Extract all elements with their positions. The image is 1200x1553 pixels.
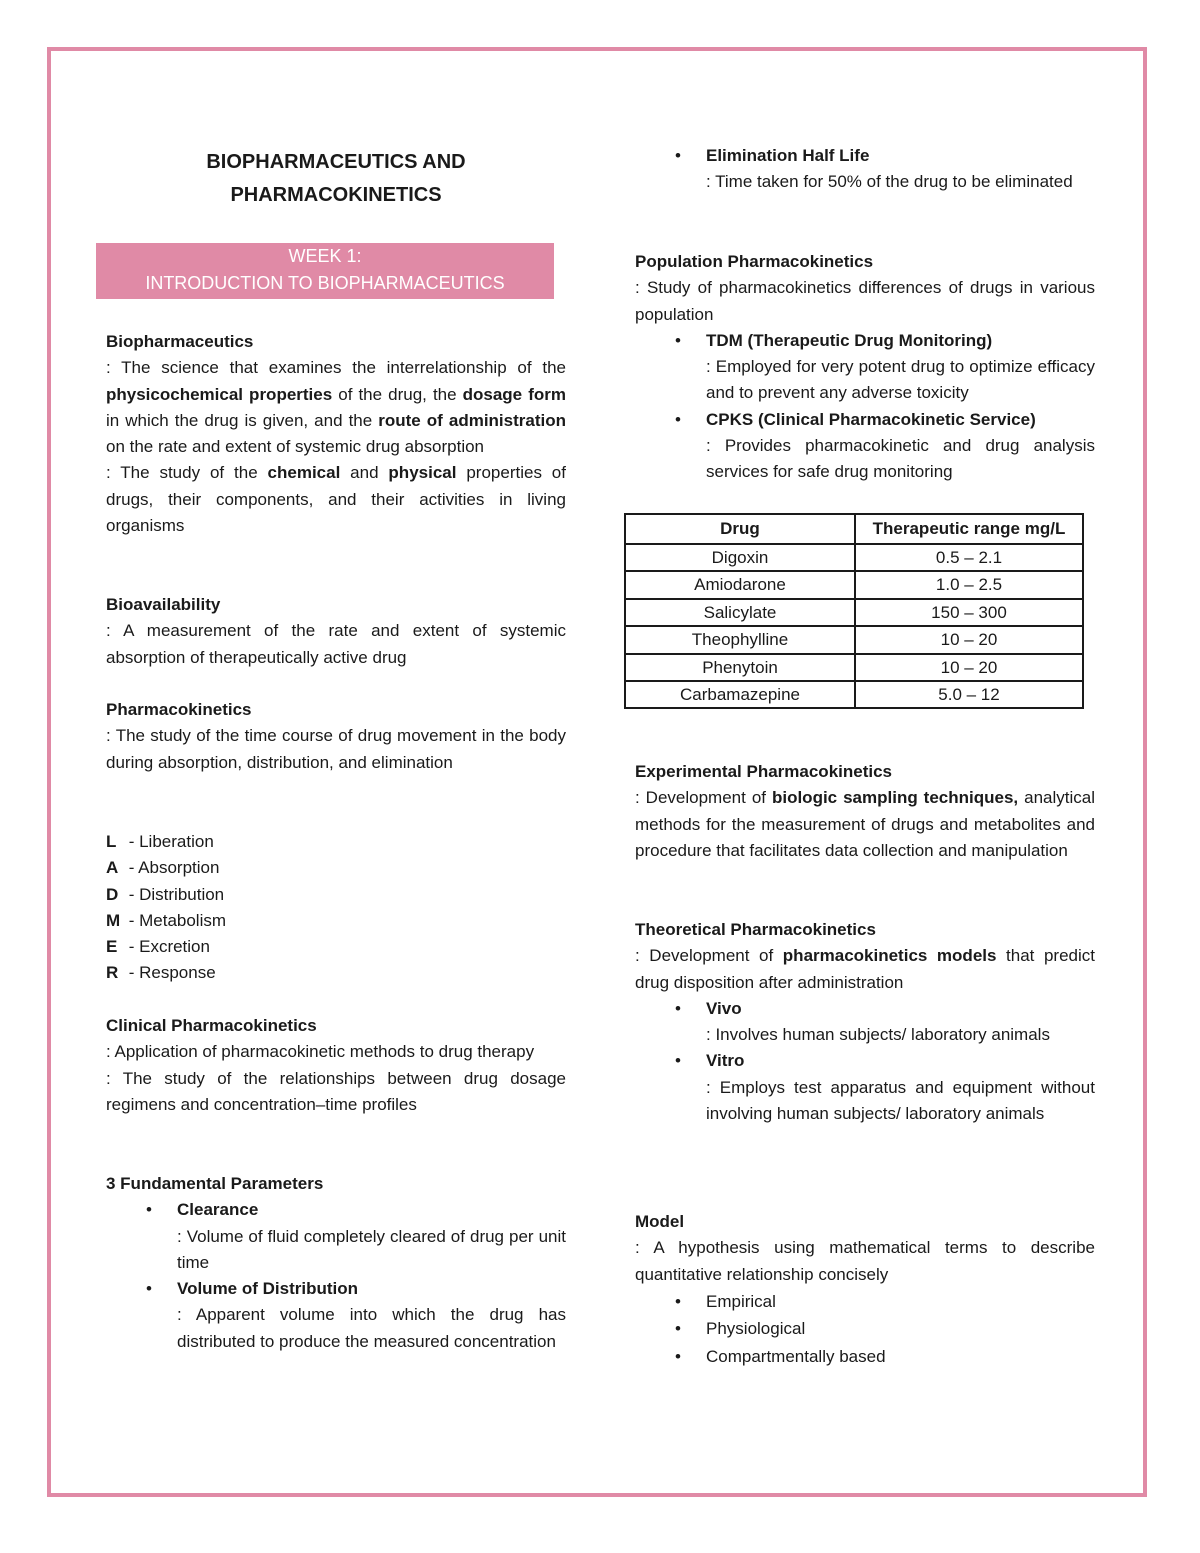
list-item: • Physiological bbox=[635, 1315, 1095, 1343]
list-item: • CPKS (Clinical Pharmacokinetic Service) : Provides pharmacokinetic and drug analysis services for safe drug monitoring bbox=[635, 407, 1095, 486]
table-row bbox=[625, 681, 1083, 708]
week-banner bbox=[96, 243, 554, 299]
table-cell: Theophylline bbox=[625, 626, 855, 653]
section-heading: 3 Fundamental Parameters bbox=[106, 1174, 324, 1193]
list-item: R - Response bbox=[106, 963, 216, 983]
table-cell: 5.0 – 12 bbox=[855, 681, 1083, 708]
section-heading: Population Pharmacokinetics bbox=[635, 252, 874, 271]
list-item: A - Absorption bbox=[106, 858, 220, 878]
list-item: M - Metabolism bbox=[106, 910, 227, 930]
column-header: Therapeutic range mg/L bbox=[855, 514, 1083, 544]
clinical-pk-section bbox=[106, 1013, 566, 1118]
section-heading: Biopharmaceutics bbox=[106, 332, 254, 351]
week-topic: INTRODUCTION TO BIOPHARMACEUTICS bbox=[145, 273, 505, 293]
table-header-row bbox=[625, 514, 1083, 544]
definition: : Study of pharmacokinetics differences of drugs in various population bbox=[635, 278, 1095, 324]
table-cell: Salicylate bbox=[625, 599, 855, 626]
bioavailability-section bbox=[106, 592, 566, 671]
pharmacokinetics-section bbox=[106, 697, 566, 776]
section-heading: Clinical Pharmacokinetics bbox=[106, 1016, 317, 1035]
section-heading: Model bbox=[635, 1212, 685, 1231]
table-cell: Phenytoin bbox=[625, 654, 855, 681]
experimental-pk-section bbox=[635, 759, 1095, 864]
model-section bbox=[635, 1209, 1095, 1370]
table-row bbox=[625, 599, 1083, 626]
definition: : A hypothesis using mathematical terms to describe quantitative relationship concisely bbox=[635, 1238, 1095, 1284]
bullet-icon: • bbox=[675, 409, 681, 429]
definition: : The science that examines the interrelationship of the physicochemical properties of the drug, the dosage form in which the drug is given, and the route of administration on the rate and extent of systemic drug absorption bbox=[106, 358, 566, 457]
list-item: E - Excretion bbox=[106, 937, 210, 957]
table-cell: Carbamazepine bbox=[625, 681, 855, 708]
bullet-icon: • bbox=[675, 146, 681, 165]
section-heading: Experimental Pharmacokinetics bbox=[635, 762, 893, 781]
bullet-icon: • bbox=[675, 1346, 681, 1366]
table-row bbox=[625, 571, 1083, 598]
list-item: • Elimination Half Life : Time taken for 50% of the drug to be eliminated bbox=[635, 143, 1095, 196]
section-heading: Theoretical Pharmacokinetics bbox=[635, 920, 876, 939]
bullet-icon: • bbox=[675, 330, 681, 350]
list-item: • Vitro : Employs test apparatus and equipment without involving human subjects/ laboratory animals bbox=[635, 1048, 1095, 1127]
table-cell: 1.0 – 2.5 bbox=[855, 571, 1083, 598]
definition: : A measurement of the rate and extent of systemic absorption of therapeutically active drug bbox=[106, 621, 566, 667]
section-heading: Pharmacokinetics bbox=[106, 700, 252, 719]
bullet-icon: • bbox=[146, 1279, 152, 1299]
table-cell: Digoxin bbox=[625, 544, 855, 571]
bullet-icon: • bbox=[675, 998, 681, 1018]
bullet-icon: • bbox=[675, 1319, 681, 1339]
bullet-icon: • bbox=[675, 1291, 681, 1311]
table-row bbox=[625, 626, 1083, 653]
table-cell: 10 – 20 bbox=[855, 654, 1083, 681]
list-item: • TDM (Therapeutic Drug Monitoring) : Employed for very potent drug to optimize efficacy and to prevent any adverse toxicity bbox=[635, 328, 1095, 407]
list-item: • Empirical bbox=[635, 1288, 1095, 1316]
theoretical-pk-section bbox=[635, 917, 1095, 1127]
list-item: • Clearance : Volume of fluid completely cleared of drug per unit time bbox=[106, 1197, 566, 1276]
week-label: WEEK 1: bbox=[288, 246, 362, 266]
list-item: • Volume of Distribution : Apparent volume into which the drug has distributed to produce the measured concentration bbox=[106, 1276, 566, 1355]
definition: : The study of the relationships between drug dosage regimens and concentration–time profiles bbox=[106, 1068, 566, 1114]
ladmer-list bbox=[106, 829, 566, 987]
biopharmaceutics-section bbox=[106, 329, 566, 539]
therapeutic-range-table bbox=[624, 513, 1084, 709]
table-cell: Amiodarone bbox=[625, 571, 855, 598]
population-pk-section bbox=[635, 249, 1095, 486]
definition: : The study of the chemical and physical properties of drugs, their components, and their activities in living organisms bbox=[106, 463, 566, 536]
definition: : Development of pharmacokinetics models that predict drug disposition after administration bbox=[635, 946, 1095, 992]
table-row bbox=[625, 654, 1083, 681]
table-cell: 150 – 300 bbox=[855, 599, 1083, 626]
definition: : Development of biologic sampling techniques, analytical methods for the measurement of drugs and metabolites and procedure that facilitates data collection and manipulation bbox=[635, 788, 1095, 860]
definition: : The study of the time course of drug movement in the body during absorption, distribution, and elimination bbox=[106, 726, 566, 772]
bullet-icon: • bbox=[675, 1051, 681, 1071]
half-life-section bbox=[635, 143, 1095, 196]
table-row bbox=[625, 544, 1083, 571]
bullet-icon: • bbox=[146, 1200, 152, 1220]
list-item: L - Liberation bbox=[106, 832, 214, 851]
definition: : Application of pharmacokinetic methods to drug therapy bbox=[106, 1042, 535, 1062]
list-item: D - Distribution bbox=[106, 884, 225, 904]
section-heading: Bioavailability bbox=[106, 595, 221, 614]
table-cell: 0.5 – 2.1 bbox=[855, 544, 1083, 571]
document-title: BIOPHARMACEUTICS AND PHARMACOKINETICS bbox=[206, 151, 466, 206]
list-item: • Compartmentally based bbox=[635, 1343, 1095, 1371]
column-header: Drug bbox=[625, 514, 855, 544]
fundamental-parameters-section bbox=[106, 1171, 566, 1355]
list-item: • Vivo : Involves human subjects/ laboratory animals bbox=[635, 996, 1095, 1049]
table-cell: 10 – 20 bbox=[855, 626, 1083, 653]
